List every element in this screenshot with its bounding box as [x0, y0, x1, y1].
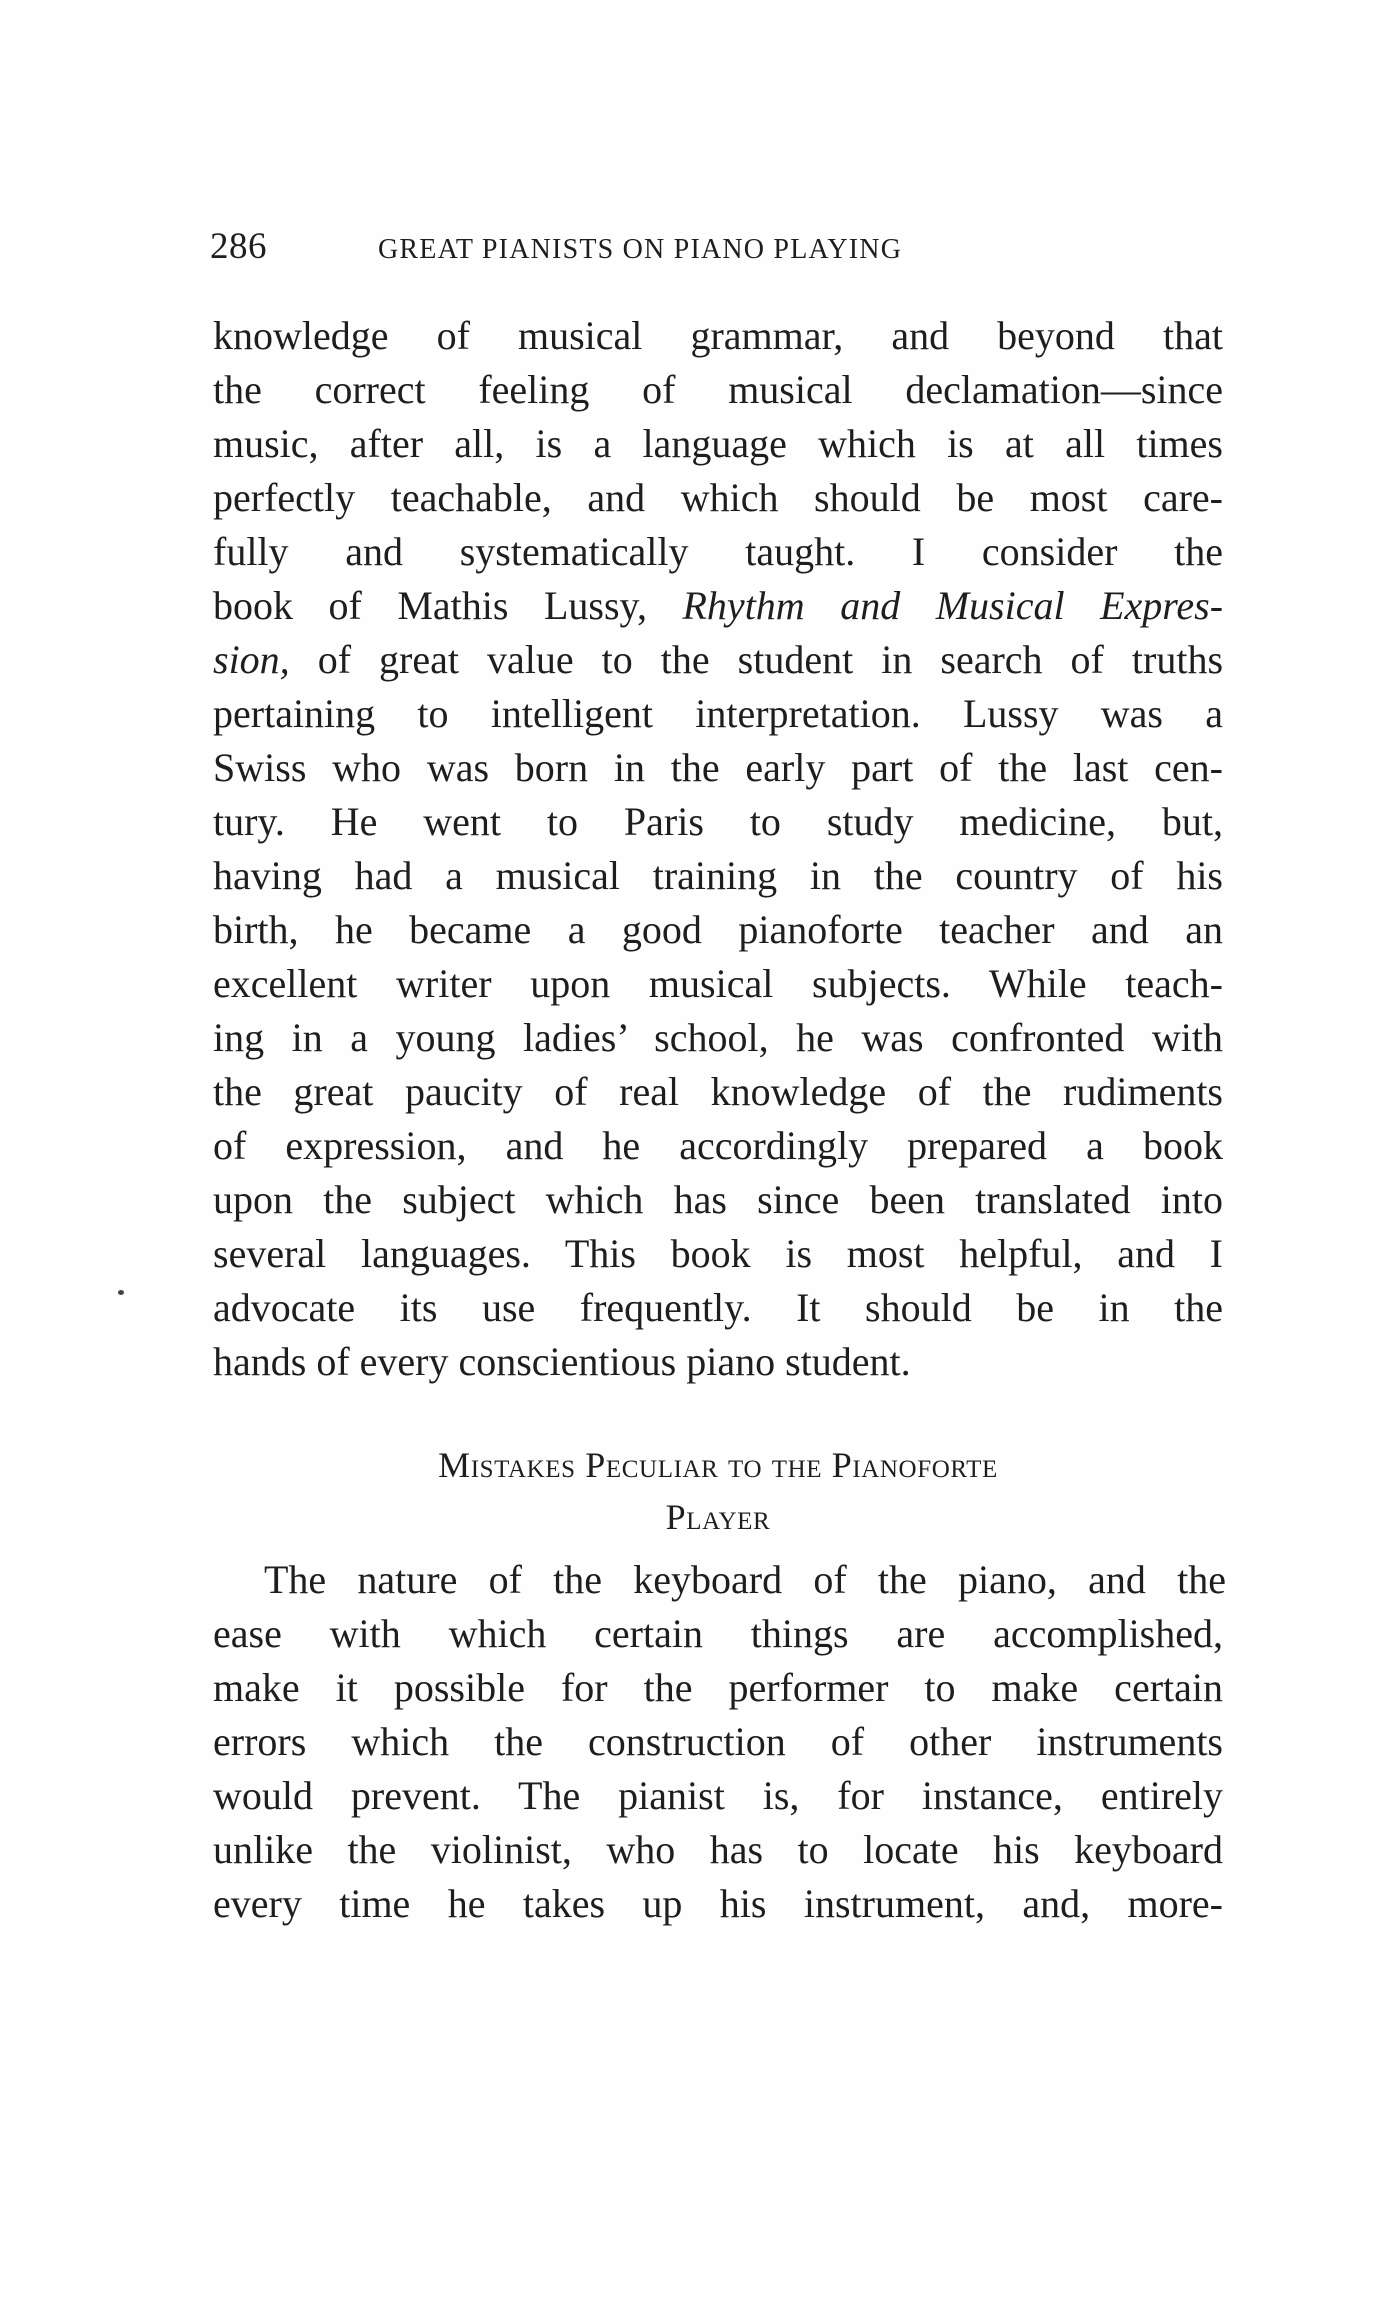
text-line: ease with which certain things are accomplished, — [213, 1611, 1223, 1656]
text-line: perfectly teachable, and which should be most care- — [213, 475, 1223, 520]
page-number: 286 — [210, 226, 267, 267]
book-title-italic: Rhythm and Musical Expres- — [682, 583, 1224, 628]
book-title-italic: sion, — [213, 637, 290, 682]
text-line: errors which the construction of other instruments — [213, 1719, 1223, 1764]
running-title: GREAT PIANISTS ON PIANO PLAYING — [378, 234, 903, 265]
text-line: fully and systematically taught. I consider the — [213, 529, 1223, 574]
text-line: advocate its use frequently. It should be in the — [213, 1285, 1223, 1330]
text-line: upon the subject which has since been translated into — [213, 1177, 1223, 1222]
text-line: tury. He went to Paris to study medicine, but, — [213, 799, 1223, 844]
text-line: The nature of the keyboard of the piano, and the — [264, 1557, 1226, 1602]
text-line: unlike the violinist, who has to locate his keyboard — [213, 1827, 1223, 1872]
text-line — [213, 578, 1223, 634]
text-line — [213, 632, 1223, 688]
section-heading: Mistakes Peculiar to the Pianoforte — [438, 1445, 998, 1485]
print-speck — [118, 1290, 124, 1295]
text-line: several languages. This book is most helpful, and I — [213, 1231, 1223, 1276]
text-line: every time he takes up his instrument, and, more- — [213, 1881, 1223, 1926]
text-line: ing in a young ladies’ school, he was confronted with — [213, 1015, 1223, 1060]
text-line: Swiss who was born in the early part of the last cen- — [213, 745, 1223, 790]
text-line: the correct feeling of musical declamation—since — [213, 367, 1223, 412]
text-line: birth, he became a good pianoforte teacher and an — [213, 907, 1223, 952]
text-line: excellent writer upon musical subjects. While teach- — [213, 961, 1223, 1006]
text-line: make it possible for the performer to make certain — [213, 1665, 1223, 1710]
text-line: having had a musical training in the country of his — [213, 853, 1223, 898]
text-line: the great paucity of real knowledge of the rudiments — [213, 1069, 1223, 1114]
text-line: music, after all, is a language which is at all times — [213, 421, 1223, 466]
text-run: of great value to the student in search of truths — [317, 637, 1224, 682]
text-line: of expression, and he accordingly prepared a book — [213, 1123, 1223, 1168]
text-line: knowledge of musical grammar, and beyond that — [213, 313, 1223, 358]
text-line: would prevent. The pianist is, for instance, entirely — [213, 1773, 1223, 1818]
section-heading: Player — [665, 1497, 771, 1537]
text-run: book of Mathis Lussy, — [213, 583, 647, 628]
text-line: hands of every conscientious piano student. — [213, 1339, 911, 1384]
running-head — [210, 225, 1060, 273]
text-line: pertaining to intelligent interpretation. Lussy was a — [213, 691, 1223, 736]
